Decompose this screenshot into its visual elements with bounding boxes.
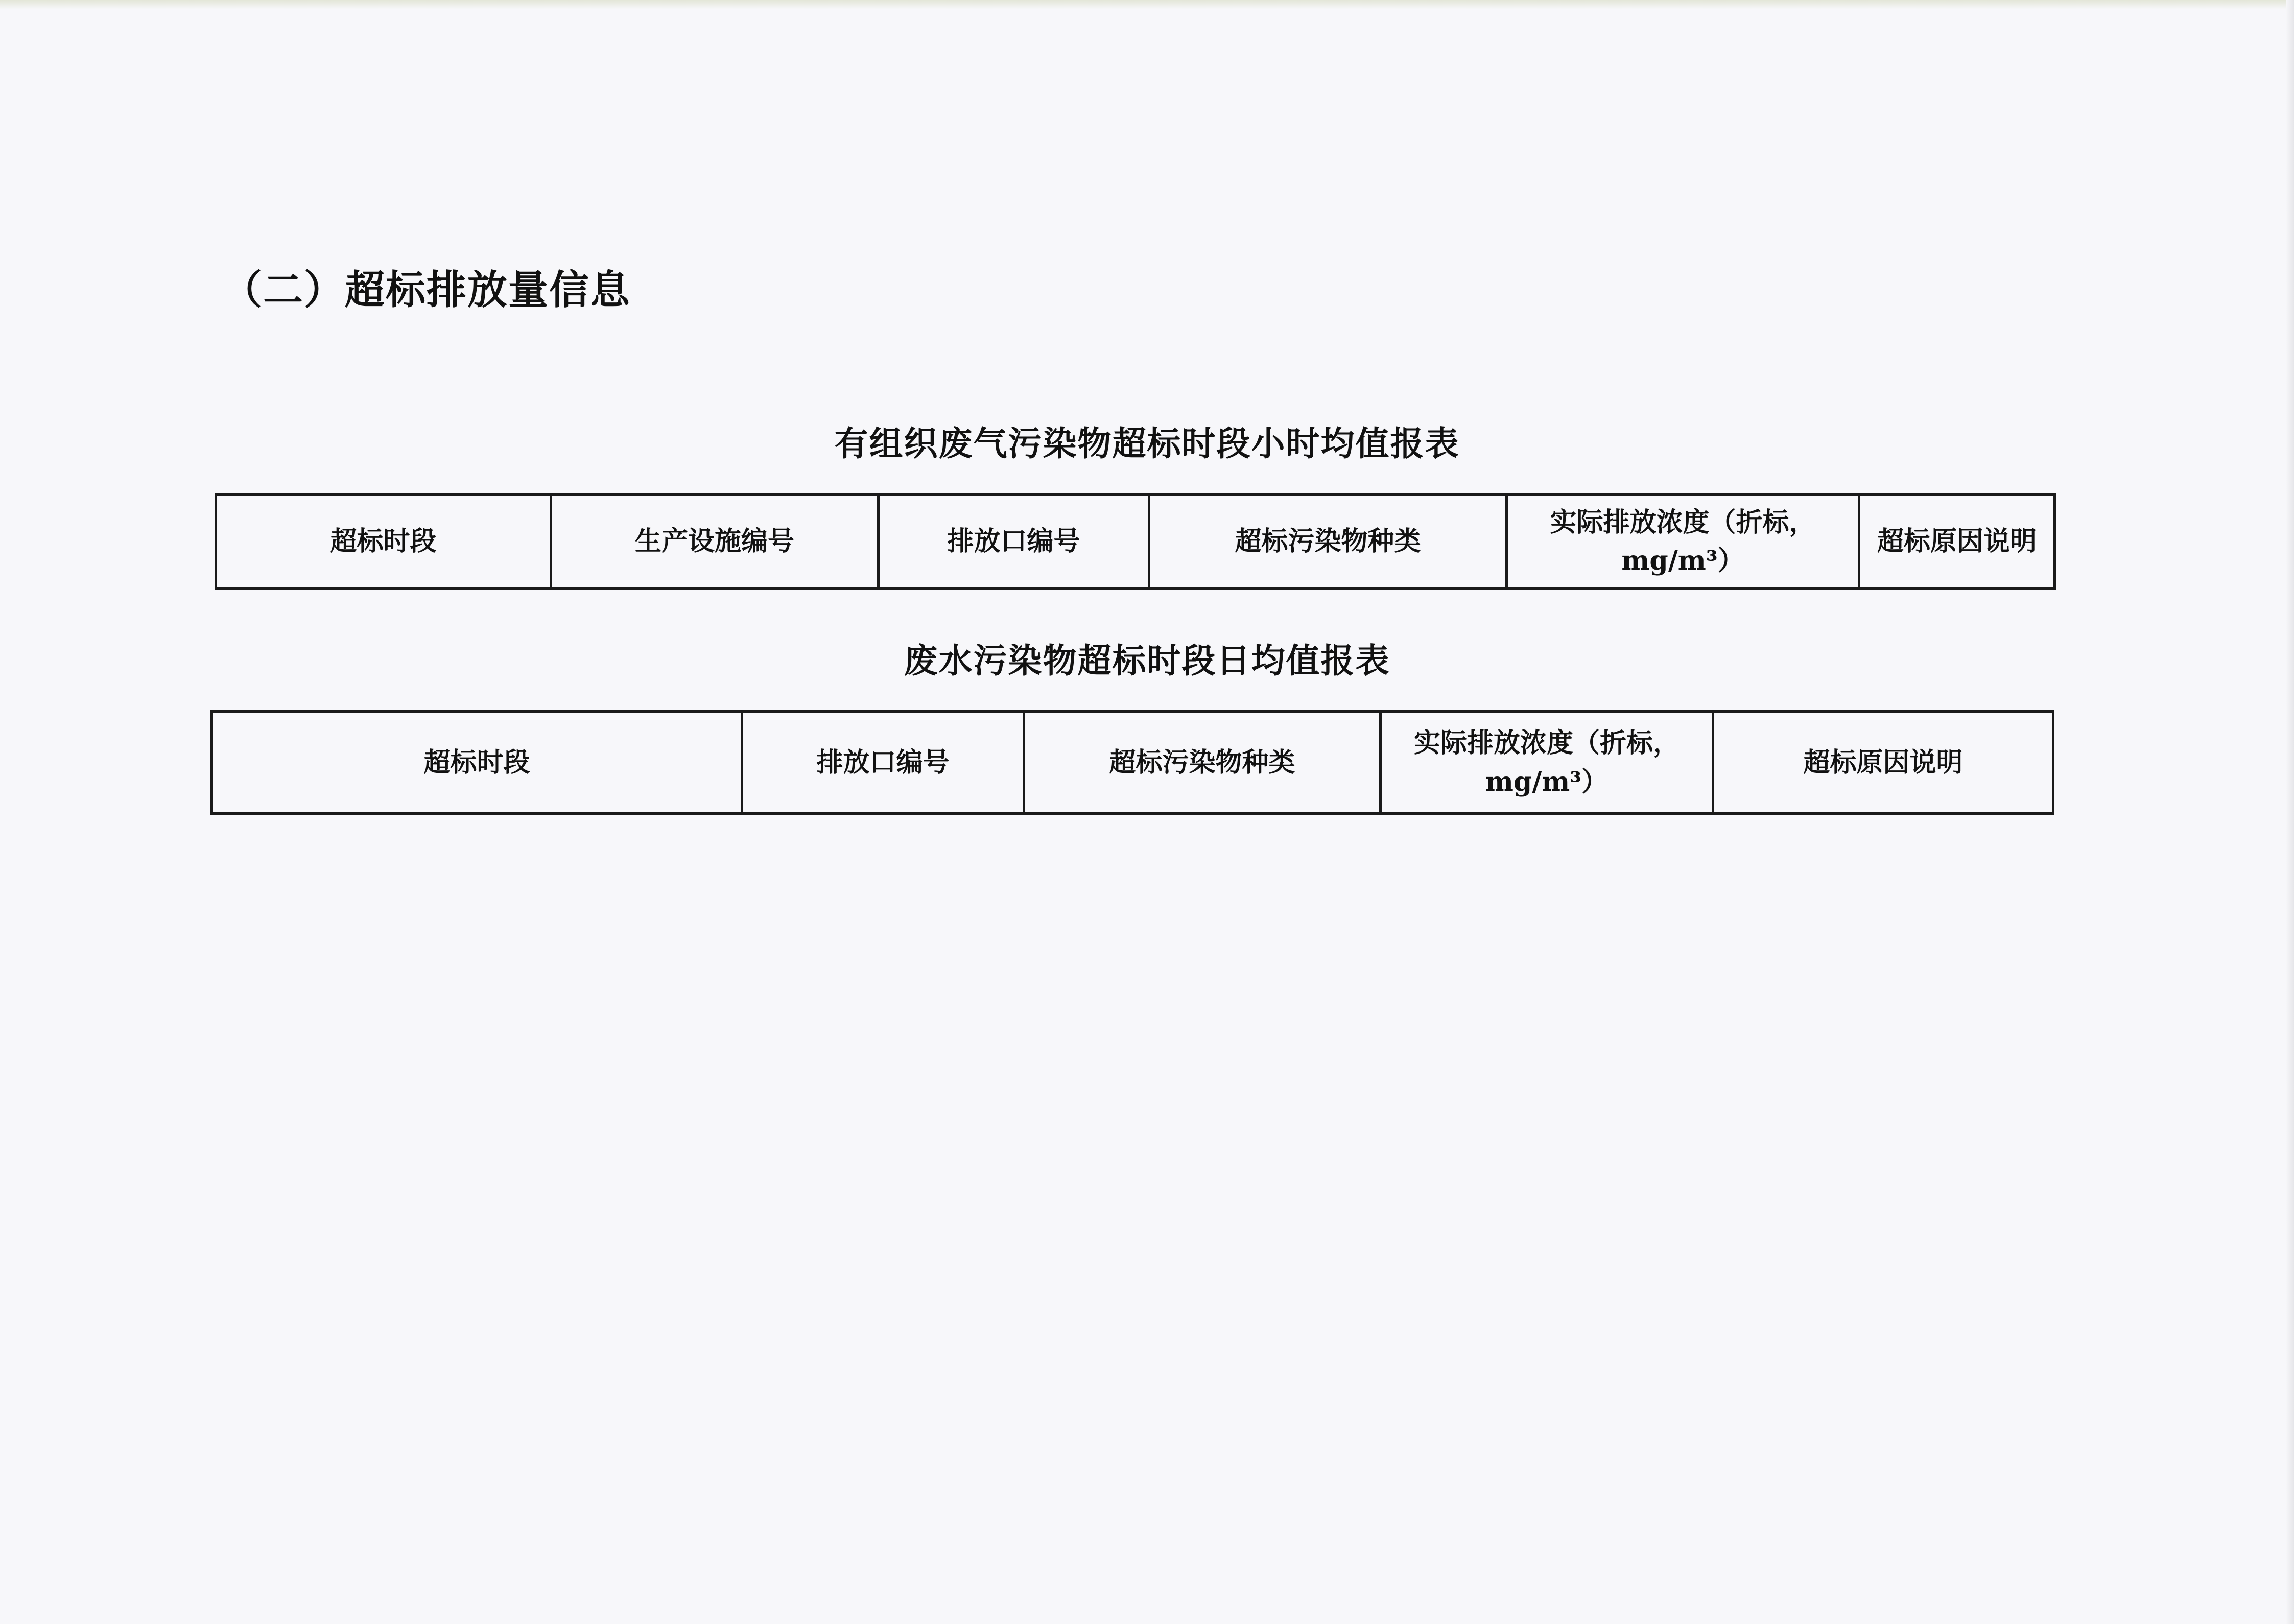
header-cell: 超标原因说明 <box>1859 495 2055 589</box>
header-cell: 生产设施编号 <box>551 495 879 589</box>
table-header-row <box>212 712 2053 814</box>
water-table-title: 废水污染物超标时段日均值报表 <box>904 641 1390 680</box>
section-heading: （二）超标排放量信息 <box>222 267 631 313</box>
header-cell: 实际排放浓度（折标，mg/m³） <box>1381 712 1713 814</box>
header-cell: 超标原因说明 <box>1713 712 2053 814</box>
scan-edge-top <box>0 0 2294 9</box>
header-cell: 超标时段 <box>212 712 742 814</box>
header-cell: 超标污染物种类 <box>1024 712 1381 814</box>
header-cell: 超标污染物种类 <box>1149 495 1507 589</box>
header-cell: 实际排放浓度（折标，mg/m³） <box>1507 495 1859 589</box>
water-pollutant-table <box>210 710 2054 815</box>
table-header-row <box>216 495 2055 589</box>
header-cell: 排放口编号 <box>879 495 1149 589</box>
air-pollutant-table <box>215 493 2056 590</box>
header-cell: 超标时段 <box>216 495 551 589</box>
air-table-title: 有组织废气污染物超标时段小时均值报表 <box>834 423 1460 463</box>
scan-edge-right <box>2286 0 2294 1624</box>
header-cell: 排放口编号 <box>742 712 1024 814</box>
